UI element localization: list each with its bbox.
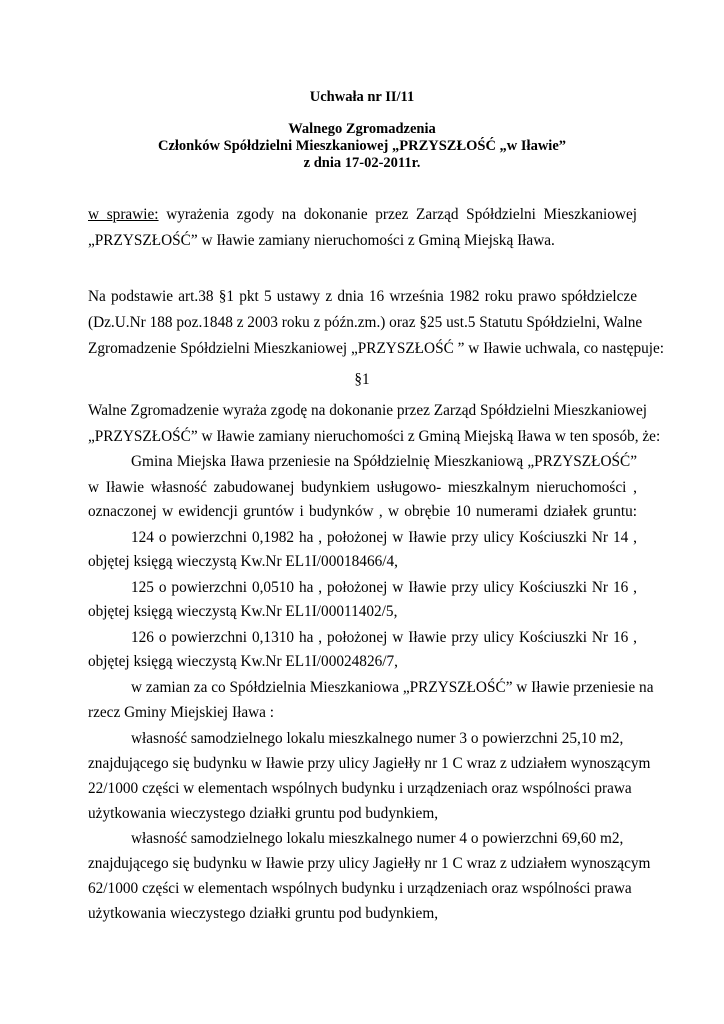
plot-item: 126 o powierzchni 0,1310 ha , położonej w Iławie przy ulicy Kościuszki Nr 16 , — [131, 629, 637, 646]
consent-line: Walne Zgromadzenie wyraża zgodę na dokonanie przez Zarząd Spółdzielni Mieszkaniowej — [88, 402, 647, 419]
transfer-line: oznaczonej w ewidencji gruntów i budynków , w obrębie 10 numerami działek gruntu: — [88, 503, 637, 520]
legal-basis-line: Zgromadzenie Spółdzielni Mieszkaniowej „PRZYSZŁOŚĆ ” w Iławie uchwala, co następuje: — [88, 340, 665, 357]
resolution-date: z dnia 17-02-2011r. — [303, 155, 421, 171]
subject-label: w sprawie: — [88, 206, 159, 223]
apartment-item: 62/1000 części w elementach wspólnych budynku i urządzeniach oraz wspólności prawa — [88, 880, 632, 897]
apartment-item: znajdującego się budynku w Iławie przy ulicy Jagiełły nr 1 C wraz z udziałem wynoszącym — [88, 755, 651, 772]
exchange-line: rzecz Gminy Miejskiej Iława : — [88, 704, 275, 721]
apartment-item: własność samodzielnego lokalu mieszkalnego numer 4 o powierzchni 69,60 m2, — [131, 830, 624, 847]
subject-line: „PRZYSZŁOŚĆ” w Iławie zamiany nieruchomości z Gminą Miejską Iława. — [88, 232, 555, 249]
plot-item: objętej księgą wieczystą Kw.Nr EL1I/00011402/5, — [88, 603, 398, 620]
transfer-line: w Iławie własność zabudowanej budynkiem usługowo- mieszkalnym nieruchomości , — [88, 479, 637, 496]
section-marker: §1 — [354, 371, 370, 388]
apartment-item: własność samodzielnego lokalu mieszkalnego numer 3 o powierzchni 25,10 m2, — [131, 730, 624, 747]
subject-line — [88, 205, 637, 225]
transfer-line: Gmina Miejska Iława przeniesie na Spółdzielnię Mieszkaniową „PRZYSZŁOŚĆ” — [131, 453, 637, 470]
consent-line: „PRZYSZŁOŚĆ” w Iławie zamiany nieruchomości z Gminą Miejską Iława w ten sposób, że: — [88, 428, 661, 445]
exchange-line: w zamian za co Spółdzielnia Mieszkaniowa „PRZYSZŁOŚĆ” w Iławie przeniesie na — [131, 679, 654, 696]
cooperative-name: Członków Spółdzielni Mieszkaniowej „PRZYSZŁOŚĆ „w Iławie” — [157, 138, 567, 154]
apartment-item: użytkowania wieczystego działki gruntu pod budynkiem, — [88, 905, 439, 922]
plot-item: objętej księgą wieczystą Kw.Nr EL1I/00018466/4, — [88, 553, 398, 570]
plot-item: 124 o powierzchni 0,1982 ha , położonej w Iławie przy ulicy Kościuszki Nr 14 , — [131, 529, 637, 546]
apartment-item: użytkowania wieczystego działki gruntu pod budynkiem, — [88, 805, 439, 822]
assembly-name: Walnego Zgromadzenia — [288, 121, 436, 137]
resolution-title: Uchwała nr II/11 — [309, 89, 415, 105]
apartment-item: 22/1000 części w elementach wspólnych budynku i urządzeniach oraz wspólności prawa — [88, 780, 632, 797]
apartment-item: znajdującego się budynku w Iławie przy ulicy Jagiełły nr 1 C wraz z udziałem wynoszącym — [88, 855, 651, 872]
legal-basis-line: Na podstawie art.38 §1 pkt 5 ustawy z dnia 16 września 1982 roku prawo spółdzielcze — [88, 288, 637, 305]
plot-item: 125 o powierzchni 0,0510 ha , położonej w Iławie przy ulicy Kościuszki Nr 16 , — [131, 579, 637, 596]
legal-basis-line: (Dz.U.Nr 188 poz.1848 z 2003 roku z późn.zm.) oraz §25 ust.5 Statutu Spółdzielni, Walne — [88, 314, 643, 331]
plot-item: objętej księgą wieczystą Kw.Nr EL1I/00024826/7, — [88, 653, 398, 670]
subject-text: wyrażenia zgody na dokonanie przez Zarząd Spółdzielni Mieszkaniowej — [158, 206, 637, 223]
